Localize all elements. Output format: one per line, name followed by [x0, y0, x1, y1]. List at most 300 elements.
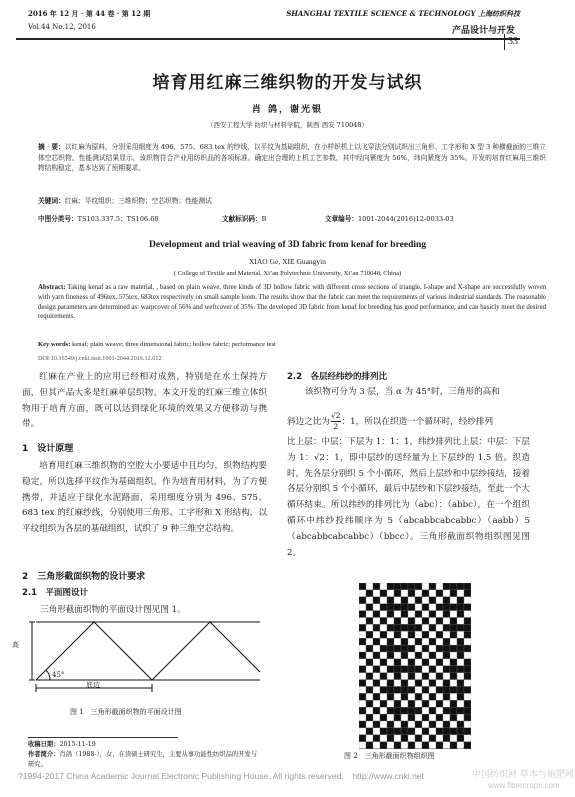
weave-cell	[401, 638, 408, 645]
weave-cell	[408, 652, 415, 659]
weave-cell	[450, 611, 457, 618]
weave-cell	[443, 638, 450, 645]
weave-cell	[415, 742, 422, 749]
weave-cell	[401, 631, 408, 638]
weave-cell	[457, 638, 464, 645]
weave-cell	[380, 638, 387, 645]
weave-cell	[422, 659, 429, 666]
weave-cell	[422, 693, 429, 700]
weave-cell	[394, 645, 401, 652]
weave-cell	[394, 666, 401, 673]
weave-cell	[450, 590, 457, 597]
weave-cell	[450, 687, 457, 694]
weave-cell	[408, 742, 415, 749]
weave-cell	[380, 742, 387, 749]
section-2-2-line1: 该织物可分为 3 层，当 α 为 45°时，三角形的高和	[305, 387, 500, 397]
weave-cell	[429, 645, 436, 652]
weave-cell	[366, 583, 373, 590]
doi: DOI:10.16549/j.cnki.issn.1001-2044.2016.12.012	[38, 355, 162, 362]
weave-cell	[408, 611, 415, 618]
weave-cell	[387, 673, 394, 680]
weave-cell	[359, 597, 366, 604]
weave-cell	[394, 611, 401, 618]
weave-cell	[436, 611, 443, 618]
weave-cell	[457, 680, 464, 687]
weave-cell	[401, 652, 408, 659]
weave-cell	[464, 742, 471, 749]
weave-cell	[401, 687, 408, 694]
weave-cell	[408, 618, 415, 625]
weave-cell	[380, 721, 387, 728]
weave-cell	[422, 583, 429, 590]
weave-cell	[359, 680, 366, 687]
weave-cell	[373, 700, 380, 707]
weave-cell	[366, 680, 373, 687]
weave-cell	[422, 624, 429, 631]
weave-cell	[408, 728, 415, 735]
weave-cell	[422, 638, 429, 645]
weave-cell	[380, 604, 387, 611]
weave-cell	[359, 652, 366, 659]
weave-cell	[373, 583, 380, 590]
weave-cell	[359, 714, 366, 721]
copyright-footer: ?1994-2017 China Academic Journal Electronic Publishing House. All rights reserved. http://www.cnki.net	[18, 771, 425, 781]
weave-cell	[401, 714, 408, 721]
weave-cell	[450, 597, 457, 604]
weave-cell	[443, 742, 450, 749]
weave-cell	[457, 590, 464, 597]
weave-cell	[401, 590, 408, 597]
weave-cell	[380, 673, 387, 680]
weave-cell	[408, 604, 415, 611]
weave-cell	[408, 707, 415, 714]
weave-cell	[387, 742, 394, 749]
weave-cell	[443, 687, 450, 694]
weave-cell	[450, 721, 457, 728]
weave-cell	[436, 618, 443, 625]
weave-cell	[359, 631, 366, 638]
weave-cell	[443, 645, 450, 652]
weave-cell	[373, 618, 380, 625]
weave-cell	[394, 583, 401, 590]
weave-cell	[422, 742, 429, 749]
weave-cell	[457, 742, 464, 749]
weave-cell	[436, 728, 443, 735]
weave-cell	[373, 735, 380, 742]
weave-cell	[457, 673, 464, 680]
weave-cell	[422, 666, 429, 673]
weave-cell	[415, 618, 422, 625]
weave-cell	[366, 735, 373, 742]
weave-cell	[394, 652, 401, 659]
weave-cell	[380, 597, 387, 604]
weave-cell	[415, 721, 422, 728]
weave-cell	[401, 597, 408, 604]
figure-1-caption: 图 1 三角形截面织物的平面设计图	[70, 708, 182, 716]
weave-cell	[457, 645, 464, 652]
weave-cell	[415, 700, 422, 707]
weave-cell	[387, 680, 394, 687]
weave-cell	[415, 673, 422, 680]
intro-paragraph: 红麻在产业上的应用已经相对成熟，特别是在水土保持方面，但其产品大多是红麻单层织物。本文开发的红麻三维立体织物用于培育方面，既可以达到绿化环境的效果又方便移动与携带。	[22, 372, 267, 430]
weave-cell	[457, 707, 464, 714]
weave-cell	[387, 590, 394, 597]
weave-cell	[380, 645, 387, 652]
weave-cell	[443, 597, 450, 604]
weave-cell	[401, 645, 408, 652]
weave-cell	[429, 659, 436, 666]
weave-cell	[401, 673, 408, 680]
weave-cell	[415, 728, 422, 735]
weave-cell	[436, 687, 443, 694]
weave-cell	[408, 583, 415, 590]
weave-cell	[366, 604, 373, 611]
weave-cell	[408, 659, 415, 666]
weave-cell	[415, 611, 422, 618]
weave-cell	[457, 583, 464, 590]
weave-cell	[387, 611, 394, 618]
figure-2-weave-diagram	[359, 583, 471, 749]
weave-cell	[429, 590, 436, 597]
weave-cell	[408, 597, 415, 604]
fraction-numerator: √2	[330, 411, 341, 420]
weave-cell	[450, 714, 457, 721]
weave-cell	[394, 687, 401, 694]
received-date: 收稿日期：2015-11-19	[28, 741, 96, 748]
weave-cell	[380, 714, 387, 721]
weave-cell	[380, 735, 387, 742]
header-separator	[504, 34, 505, 50]
weave-cell	[457, 721, 464, 728]
weave-cell	[401, 693, 408, 700]
weave-cell	[373, 590, 380, 597]
weave-cell	[387, 700, 394, 707]
weave-cell	[429, 597, 436, 604]
weave-cell	[422, 707, 429, 714]
weave-cell	[366, 618, 373, 625]
weave-cell	[366, 714, 373, 721]
weave-cell	[429, 666, 436, 673]
weave-cell	[415, 645, 422, 652]
weave-cell	[457, 693, 464, 700]
author-bio: 作者简介：肖鸽（1988-），女，在读硕士研究生，主要从事功能性纺织品的开发与研究。	[28, 751, 258, 768]
weave-cell	[429, 631, 436, 638]
weave-cell	[373, 728, 380, 735]
weave-cell	[408, 590, 415, 597]
weave-cell	[457, 597, 464, 604]
weave-cell	[436, 666, 443, 673]
fraction-denominator: 2	[333, 422, 339, 431]
weave-cell	[415, 597, 422, 604]
weave-cell	[457, 728, 464, 735]
weave-cell	[422, 687, 429, 694]
weave-cell	[373, 604, 380, 611]
weave-cell	[464, 631, 471, 638]
weave-cell	[380, 680, 387, 687]
footnote-rule	[28, 737, 178, 738]
weave-cell	[464, 714, 471, 721]
weave-cell	[359, 721, 366, 728]
weave-cell	[429, 714, 436, 721]
weave-cell	[443, 611, 450, 618]
weave-cell	[394, 680, 401, 687]
weave-cell	[422, 700, 429, 707]
weave-cell	[436, 624, 443, 631]
weave-cell	[394, 604, 401, 611]
weave-cell	[450, 638, 457, 645]
weave-cell	[394, 673, 401, 680]
weave-cell	[373, 673, 380, 680]
section-2-2-paragraph: 比上层：中层：下层为 1：1：1，纬纱排列比上层：中层：下层为 1：√2：1，即中层纱的送经量为上下层纱的 1.5 倍。织造时，先各层分别织 5 个小循环，然后上层纱和中层纱接结，接着各层分别织 5 个小循环，最后中层纱和下层纱接结，至此一个大循环结束。所以纬纱的排列比为（abc）：（abbc），在一个组织循环中纬纱投纬顺序为 5（abcabbcabcabbc）（aabb）5（abcabbcabcabbc）（bbcc）。三角形截面织物组织图见图 2。	[287, 437, 530, 558]
weave-cell	[366, 652, 373, 659]
weave-cell	[373, 611, 380, 618]
weave-cell	[373, 666, 380, 673]
weave-cell	[422, 652, 429, 659]
weave-cell	[394, 638, 401, 645]
weave-cell	[443, 700, 450, 707]
weave-cell	[450, 728, 457, 735]
weave-cell	[415, 707, 422, 714]
weave-cell	[380, 583, 387, 590]
weave-cell	[450, 583, 457, 590]
weave-cell	[422, 611, 429, 618]
paper-authors: 肖 鸽，谢光银	[251, 105, 324, 115]
weave-cell	[464, 735, 471, 742]
weave-cell	[443, 659, 450, 666]
weave-cell	[429, 618, 436, 625]
weave-cell	[429, 583, 436, 590]
weave-cell	[415, 680, 422, 687]
weave-cell	[464, 624, 471, 631]
weave-cell	[436, 721, 443, 728]
weave-cell	[457, 611, 464, 618]
weave-cell	[436, 590, 443, 597]
weave-cell	[380, 666, 387, 673]
weave-cell	[359, 742, 366, 749]
weave-cell	[443, 604, 450, 611]
weave-cell	[422, 597, 429, 604]
weave-cell	[415, 583, 422, 590]
weave-cell	[436, 604, 443, 611]
weave-cell	[394, 714, 401, 721]
weave-cell	[401, 721, 408, 728]
weave-cell	[464, 728, 471, 735]
weave-cell	[401, 735, 408, 742]
journal-name: SHANGHAI TEXTILE SCIENCE & TECHNOLOGY 上海纺织科技	[286, 9, 520, 18]
weave-cell	[408, 645, 415, 652]
weave-cell	[450, 735, 457, 742]
weave-cell	[401, 666, 408, 673]
weave-cell	[366, 624, 373, 631]
keywords-cn	[38, 196, 546, 207]
weave-cell	[387, 693, 394, 700]
weave-cell	[464, 604, 471, 611]
english-title: Development and trial weaving of 3D fabric from kenaf for breeding	[148, 240, 427, 250]
weave-cell	[415, 624, 422, 631]
figure-2-caption: 图 2 三角形截面织物组织图	[344, 752, 435, 760]
weave-cell	[408, 631, 415, 638]
weave-cell	[436, 638, 443, 645]
weave-cell	[450, 659, 457, 666]
weave-cell	[429, 652, 436, 659]
english-affiliation: ( College of Textile and Material, Xi’an Polytechnic University, Xi’an 710048, China)	[173, 270, 402, 277]
weave-cell	[422, 673, 429, 680]
weave-cell	[450, 631, 457, 638]
weave-cell	[387, 618, 394, 625]
weave-cell	[457, 714, 464, 721]
abstract-text: 以红麻为原料，分别采用细度为 496、575、683 tex 的纱线，以平纹为基础组织，在小样织机上以飞穿法分别试织出三角形、工字形和 X 型 3 种横截面的三维立体空芯织物。性能测试结果显示，该织物符合产业用纺织品的各项标准。确定出合理的上机工艺参数，其中经向紧度为 56%，纬向紧度为 35%。开发的培育红麻用三维织物结构稳定，基本达到了预期要求。	[38, 143, 546, 173]
weave-cell	[366, 659, 373, 666]
weave-cell	[443, 680, 450, 687]
weave-cell	[422, 590, 429, 597]
english-authors: XIAO Ge, XIE Guangyin	[248, 257, 327, 266]
weave-cell	[457, 666, 464, 673]
weave-cell	[450, 673, 457, 680]
weave-cell	[464, 638, 471, 645]
weave-cell	[401, 659, 408, 666]
weave-cell	[387, 645, 394, 652]
weave-cell	[443, 735, 450, 742]
weave-cell	[457, 604, 464, 611]
weave-cell	[415, 687, 422, 694]
weave-cell	[366, 693, 373, 700]
section-2-2-heading: 2.2 各层经纬纱的排列比	[287, 372, 388, 382]
weave-cell	[415, 693, 422, 700]
weave-cell	[429, 624, 436, 631]
weave-cell	[387, 631, 394, 638]
weave-cell	[373, 652, 380, 659]
weave-cell	[422, 618, 429, 625]
weave-cell	[457, 735, 464, 742]
weave-cell	[373, 638, 380, 645]
weave-cell	[422, 631, 429, 638]
weave-cell	[408, 638, 415, 645]
weave-cell	[380, 659, 387, 666]
weave-cell	[394, 590, 401, 597]
weave-cell	[387, 638, 394, 645]
figure-1-diagram	[24, 618, 264, 698]
weave-cell	[415, 735, 422, 742]
weave-cell	[429, 721, 436, 728]
weave-cell	[436, 693, 443, 700]
weave-cell	[359, 666, 366, 673]
weave-cell	[366, 728, 373, 735]
weave-cell	[450, 700, 457, 707]
section-1-heading: 1 设计原理	[22, 444, 74, 454]
weave-cell	[394, 721, 401, 728]
weave-cell	[464, 652, 471, 659]
weave-cell	[359, 583, 366, 590]
weave-cell	[366, 707, 373, 714]
weave-cell	[359, 638, 366, 645]
weave-cell	[436, 680, 443, 687]
weave-cell	[436, 673, 443, 680]
weave-cell	[443, 693, 450, 700]
weave-cell	[415, 604, 422, 611]
weave-cell	[394, 728, 401, 735]
weave-cell	[450, 693, 457, 700]
weave-cell	[436, 659, 443, 666]
weave-cell	[394, 700, 401, 707]
weave-cell	[429, 687, 436, 694]
weave-cell	[464, 590, 471, 597]
weave-cell	[373, 687, 380, 694]
weave-cell	[359, 645, 366, 652]
weave-cell	[415, 666, 422, 673]
weave-cell	[429, 735, 436, 742]
english-keywords: Key words: kenaf; plain weave; three dimensional fabric; hollow fabric; performance test	[38, 341, 276, 348]
weave-cell	[429, 611, 436, 618]
weave-cell	[450, 618, 457, 625]
weave-cell	[408, 735, 415, 742]
weave-cell	[373, 680, 380, 687]
weave-cell	[415, 652, 422, 659]
weave-cell	[450, 680, 457, 687]
weave-cell	[422, 645, 429, 652]
weave-cell	[464, 659, 471, 666]
english-abstract: Abstract: Taking kenaf as a raw material, , based on plain weave, three kinds of 3D hollow fabric with different cross sections of triangle, I-shape and X-shape are successfully woven with yarn fineness of 496tex, 575tex, 683tex respectively on small sample loom. The results show that the fabric can meet the requirements of various industrial standards. The reasonable design parameters are determined as: warpcover of 56% and weftcover of 35%. The developed 3D fabric from kenaf for breeding has good performance, and can basicly meet the desired requirements.	[38, 284, 546, 321]
weave-cell	[359, 728, 366, 735]
weave-cell	[422, 714, 429, 721]
weave-cell	[401, 583, 408, 590]
keywords-text: 红麻；平纹组织；三维织物；空芯织物；性能测试	[64, 197, 212, 205]
weave-cell	[394, 693, 401, 700]
weave-cell	[450, 666, 457, 673]
weave-cell	[359, 659, 366, 666]
weave-cell	[366, 673, 373, 680]
weave-cell	[401, 742, 408, 749]
weave-cell	[422, 680, 429, 687]
weave-cell	[380, 611, 387, 618]
weave-cell	[366, 590, 373, 597]
weave-cell	[436, 631, 443, 638]
weave-cell	[436, 735, 443, 742]
abstract-label: 摘 要：	[38, 143, 65, 151]
weave-cell	[366, 721, 373, 728]
weave-cell	[436, 714, 443, 721]
weave-cell	[429, 680, 436, 687]
weave-cell	[408, 687, 415, 694]
weave-cell	[429, 693, 436, 700]
weave-cell	[443, 583, 450, 590]
keywords-label: 关键词：	[38, 197, 65, 205]
page-number: 33	[508, 36, 518, 47]
weave-cell	[359, 735, 366, 742]
weave-cell	[401, 611, 408, 618]
weave-cell	[373, 645, 380, 652]
weave-cell	[464, 707, 471, 714]
weave-cell	[359, 604, 366, 611]
weave-cell	[436, 742, 443, 749]
weave-cell	[436, 652, 443, 659]
weave-cell	[401, 707, 408, 714]
weave-cell	[436, 700, 443, 707]
weave-cell	[373, 693, 380, 700]
weave-cell	[415, 631, 422, 638]
weave-cell	[443, 631, 450, 638]
weave-cell	[408, 714, 415, 721]
weave-cell	[394, 742, 401, 749]
abstract-cn	[38, 142, 546, 174]
weave-cell	[387, 666, 394, 673]
weave-cell	[373, 714, 380, 721]
weave-cell	[387, 604, 394, 611]
weave-cell	[380, 618, 387, 625]
weave-cell	[359, 618, 366, 625]
weave-cell	[408, 624, 415, 631]
watermark-text: 中国纺织网 草本与施肥网	[472, 770, 574, 780]
weave-cell	[422, 735, 429, 742]
